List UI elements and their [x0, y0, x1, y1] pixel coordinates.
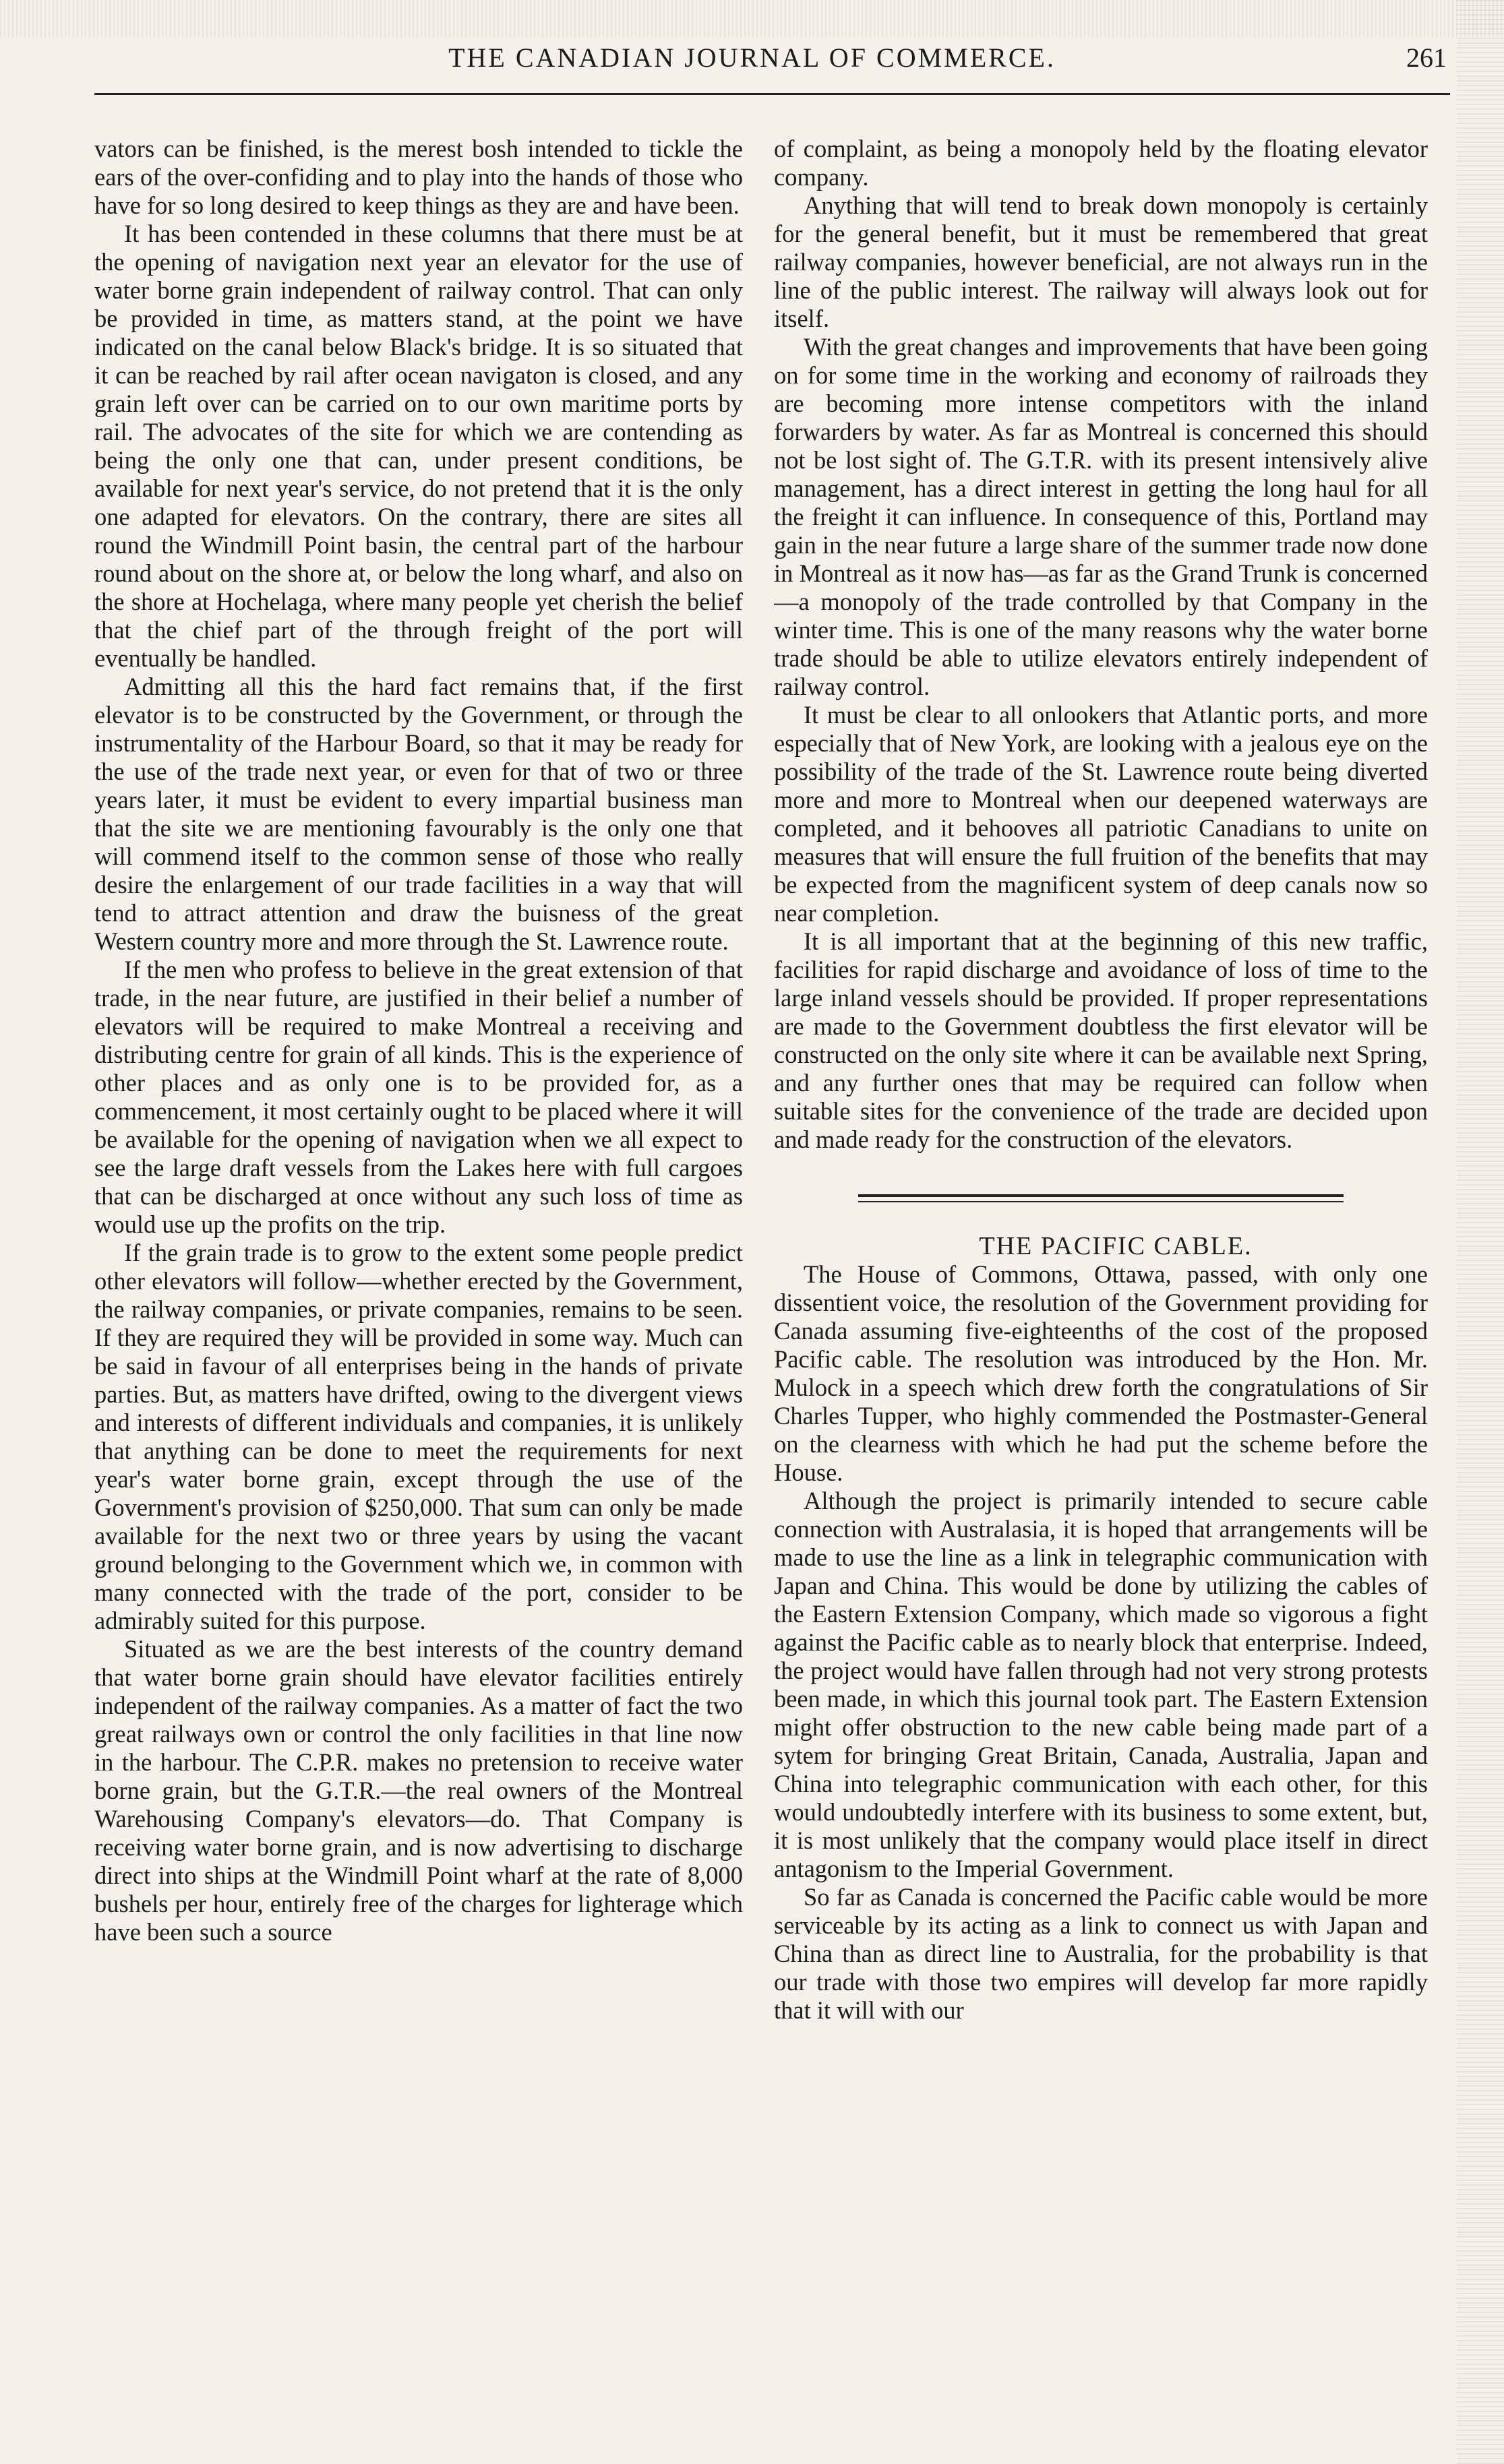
header-rule: [94, 93, 1450, 95]
paragraph: Situated as we are the best interests of the country demand that water borne grain should have elevator facilities entirely independent of the railway companies. As a matter of fact the two great railways own or control the only facilities in that line now in the harbour. The C.P.R. makes no pretension to receive water borne grain, but the G.T.R.—the real owners of the Montreal Warehousing Company's elevators—do. That Company is receiving water borne grain, and is now advertising to discharge direct into ships at the Windmill Point wharf at the rate of 8,000 bushels per hour, entirely free of the charges for lighterage which have been such a source: [94, 1635, 743, 1946]
page-edge-texture-right: [1457, 0, 1504, 2464]
section-title: THE PACIFIC CABLE.: [979, 1232, 1253, 1260]
paragraph: If the men who profess to believe in the great extension of that trade, in the near future, are justified in their belief a number of elevators will be required to make Montreal a receiving and distributing centre for grain of all kinds. This is the experience of other places and as only one is to be provided for, as a commencement, it most certainly ought to be placed where it will be available for the opening of navigation when we all expect to see the large draft vessels from the Lakes here with full cargoes that can be discharged at once without any such loss of time as would use up the profits on the trip.: [94, 956, 743, 1238]
paragraph: vators can be finished, is the merest bosh intended to tickle the ears of the over-confiding and to play into the hands of those who have for so long desired to keep things as they are and have been.: [94, 135, 743, 219]
paragraph: The House of Commons, Ottawa, passed, with only one dissentient voice, the resolution of the Government providing for Canada assuming five-eighteenths of the cost of the proposed Pacific cable. The resolution was introduced by the Hon. Mr. Mulock in a speech which drew forth the congratulations of Sir Charles Tupper, who highly commended the Postmaster-General on the clearness with which he had put the scheme before the House.: [774, 1260, 1428, 1486]
paragraph: It is all important that at the beginning of this new traffic, facilities for rapid discharge and avoidance of loss of time to the large inland vessels should be provided. If proper representations are made to the Government doubtless the first elevator will be constructed on the only site where it can be available next Spring, and any further ones that may be required can follow when suitable sites for the convenience of the trade are decided upon and made ready for the construction of the elevators.: [774, 927, 1428, 1153]
paragraph: It has been contended in these columns that there must be at the opening of navigation next year an elevator for the use of water borne grain independent of railway control. That can only be provided in time, as matters stand, at the point we have indicated on the canal below Black's bridge. It is so situated that it can be reached by rail after ocean navigaton is closed, and any grain left over can be carried on to our own maritime ports by rail. The advocates of the site for which we are contending as being the only one that can, under present conditions, be available for next year's service, do not pretend that it is the only one adapted for elevators. On the contrary, there are sites all round the Windmill Point basin, the central part of the harbour round about on the shore at, or below the long wharf, and also on the shore at Hochelaga, where many people yet cherish the belief that the chief part of the through freight of the port will eventually be handled.: [94, 220, 743, 672]
right-column: [774, 135, 1428, 2440]
paragraph: So far as Canada is concerned the Pacific cable would be more serviceable by its acting as a link to connect us with Japan and China than as direct line to Australia, for the probability is that our trade with those two empires will develop far more rapidly that it will with our: [774, 1883, 1428, 2024]
paragraph: Although the project is primarily intended to secure cable connection with Australasia, it is hoped that arrangements will be made to use the line as a link in telegraphic communication with Japan and China. This would be done by utilizing the cables of the Eastern Extension Company, which made so vigorous a fight against the Pacific cable as to nearly block that enterprise. Indeed, the project would have fallen through had not very strong protests been made, in which this journal took part. The Eastern Extension might offer obstruction to the new cable being made part of a sytem for bringing Great Britain, Canada, Australia, Japan and China into telegraphic communication with each other, for this would undoubtedly interfere with its business to some extent, but, it is most unlikely that the company would place itself in direct antagonism to the Imperial Government.: [774, 1487, 1428, 1882]
paragraph: It must be clear to all onlookers that Atlantic ports, and more especially that of New York, are looking with a jealous eye on the possibility of the trade of the St. Lawrence route being diverted more and more to Montreal when our deepened waterways are completed, and it behooves all patriotic Canadians to unite on measures that will ensure the full fruition of the benefits that may be expected from the magnificent system of deep canals now so near completion.: [774, 701, 1428, 927]
journal-title: THE CANADIAN JOURNAL OF COMMERCE.: [448, 42, 1056, 73]
paragraph: If the grain trade is to grow to the extent some people predict other elevators will follow—whether erected by the Government, the railway companies, or private companies, remains to be seen. If they are required they will be provided in some way. Much can be said in favour of all enterprises being in the hands of private parties. But, as matters have drifted, owing to the divergent views and interests of different individuals and companies, it is unlikely that anything can be done to meet the requirements for next year's water borne grain, except through the use of the Government's provision of $250,000. That sum can only be made available for the next two or three years by using the vacant ground belonging to the Government which we, in common with many connected with the trade of the port, consider to be admirably suited for this purpose.: [94, 1239, 743, 1634]
section-divider-thick: [858, 1194, 1344, 1197]
section-divider-thin: [858, 1201, 1344, 1202]
page-header: [0, 0, 1504, 101]
page-number: 261: [1406, 42, 1447, 73]
paragraph: Admitting all this the hard fact remains that, if the first elevator is to be constructed by the Government, or through the instrumentality of the Harbour Board, so that it may be ready for the use of the trade next year, or even for that of two or three years later, it must be evident to every impartial business man that the site we are mentioning favourably is the only one that will commend itself to the common sense of those who really desire the enlargement of our trade facilities in a way that will tend to attract attention and draw the buisness of the great Western country more and more through the St. Lawrence route.: [94, 673, 743, 955]
left-column: [94, 135, 743, 2440]
paragraph: Anything that will tend to break down monopoly is certainly for the general benefit, but it must be remembered that great railway companies, however beneficial, are not always run in the line of the public interest. The railway will always look out for itself.: [774, 191, 1428, 332]
paragraph: of complaint, as being a monopoly held by the floating elevator company.: [774, 135, 1428, 191]
paragraph: With the great changes and improvements that have been going on for some time in the working and economy of railroads they are becoming more intense competitors with the inland forwarders by water. As far as Montreal is concerned this should not be lost sight of. The G.T.R. with its present intensively alive management, has a direct interest in getting the long haul for all the freight it can influence. In consequence of this, Portland may gain in the near future a large share of the summer trade now done in Montreal as it now has—as far as the Grand Trunk is concerned—a monopoly of the trade controlled by that Company in the winter time. This is one of the many reasons why the water borne trade should be able to utilize elevators entirely independent of railway control.: [774, 333, 1428, 700]
